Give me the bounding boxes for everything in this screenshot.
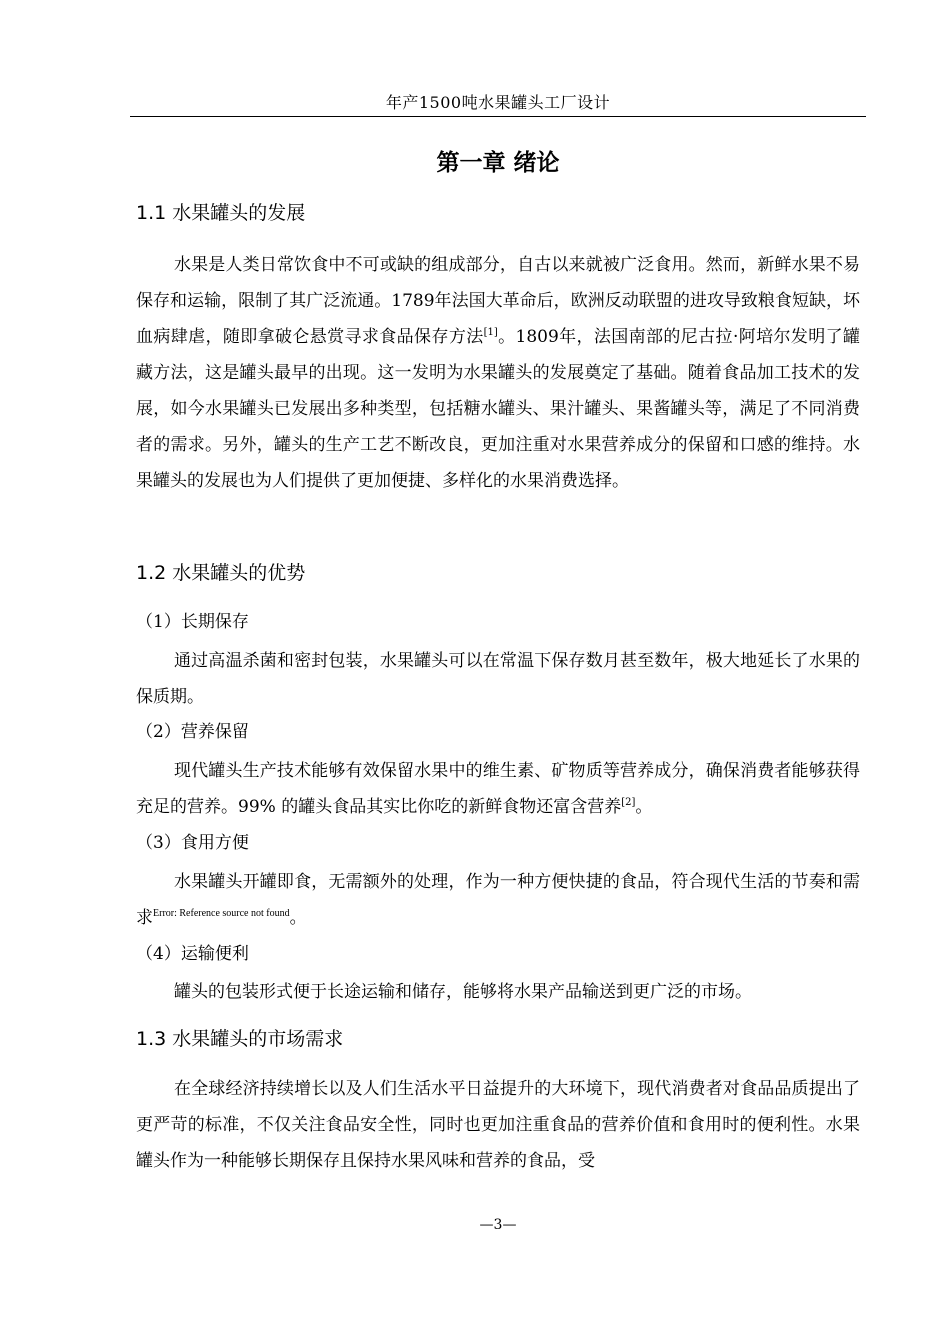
paragraph-text: 水果罐头开罐即食，无需额外的处理，作为一种方便快捷的食品，符合现代生活的节奏和需求 [136, 872, 860, 928]
paragraph-text: 。 [289, 908, 307, 928]
list-item-paragraph: 通过高温杀菌和密封包装，水果罐头可以在常温下保存数月甚至数年，极大地延长了水果的保质期。 [136, 651, 860, 707]
chapter-title: 第一章 绪论 [436, 150, 560, 176]
citation-ref-2: [2] [621, 797, 636, 808]
list-item-heading: （2）营养保留 [136, 722, 249, 742]
list-item-paragraph [136, 753, 860, 825]
section-heading-1-3: 1.3 水果罐头的市场需求 [136, 1028, 344, 1050]
section-1-3-paragraph: 在全球经济持续增长以及人们生活水平日益提升的大环境下，现代消费者对食品品质提出了更严苛的标准，不仅关注食品安全性，同时也更加注重食品的营养价值和食用时的便利性。水果罐头作为一种能够长期保存且保持水果风味和营养的食品，受 [136, 1079, 860, 1171]
header-rule [130, 116, 866, 117]
section-heading-1-2: 1.2 水果罐头的优势 [136, 562, 306, 584]
list-item-heading: （4）运输便利 [136, 944, 249, 964]
list-item-paragraph: 罐头的包装形式便于长途运输和储存，能够将水果产品输送到更广泛的市场。 [174, 982, 752, 1002]
list-item-heading: （3）食用方便 [136, 833, 249, 853]
list-item-heading: （1）长期保存 [136, 612, 249, 632]
paragraph-text: 现代罐头生产技术能够有效保留水果中的维生素、矿物质等营养成分，确保消费者能够获得充足的营养。99% 的罐头食品其实比你吃的新鲜食物还富含营养 [136, 761, 860, 817]
paragraph-text: 。 [635, 797, 653, 817]
paragraph-text: 。1809年，法国南部的尼古拉·阿培尔发明了罐藏方法，这是罐头最早的出现。这一发明为水果罐头的发展奠定了基础。随着食品加工技术的发展，如今水果罐头已发展出多种类型，包括糖水罐头、果汁罐头、果酱罐头等，满足了不同消费者的需求。另外，罐头的生产工艺不断改良，更加注重对水果营养成分的保留和口感的维持。水果罐头的发展也为人们提供了更加便捷、多样化的水果消费选择。 [136, 327, 860, 491]
list-item-paragraph [136, 864, 860, 936]
paragraph-text: 水果是人类日常饮食中不可或缺的组成部分，自古以来就被广泛食用。然而，新鲜水果不易保存和运输，限制了其广泛流通。1789年法国大革命后，欧洲反动联盟的进攻导致粮食短缺，坏血病肆虐，随即拿破仑悬赏寻求食品保存方法 [136, 255, 860, 347]
page-number: —3— [479, 1217, 517, 1233]
section-1-1-paragraph [136, 247, 860, 499]
reference-error-text: Error: Reference source not found [153, 908, 290, 919]
running-header-title: 年产1500吨水果罐头工厂设计 [385, 93, 611, 112]
citation-ref-1: [1] [483, 327, 498, 338]
section-heading-1-1: 1.1 水果罐头的发展 [136, 202, 306, 224]
